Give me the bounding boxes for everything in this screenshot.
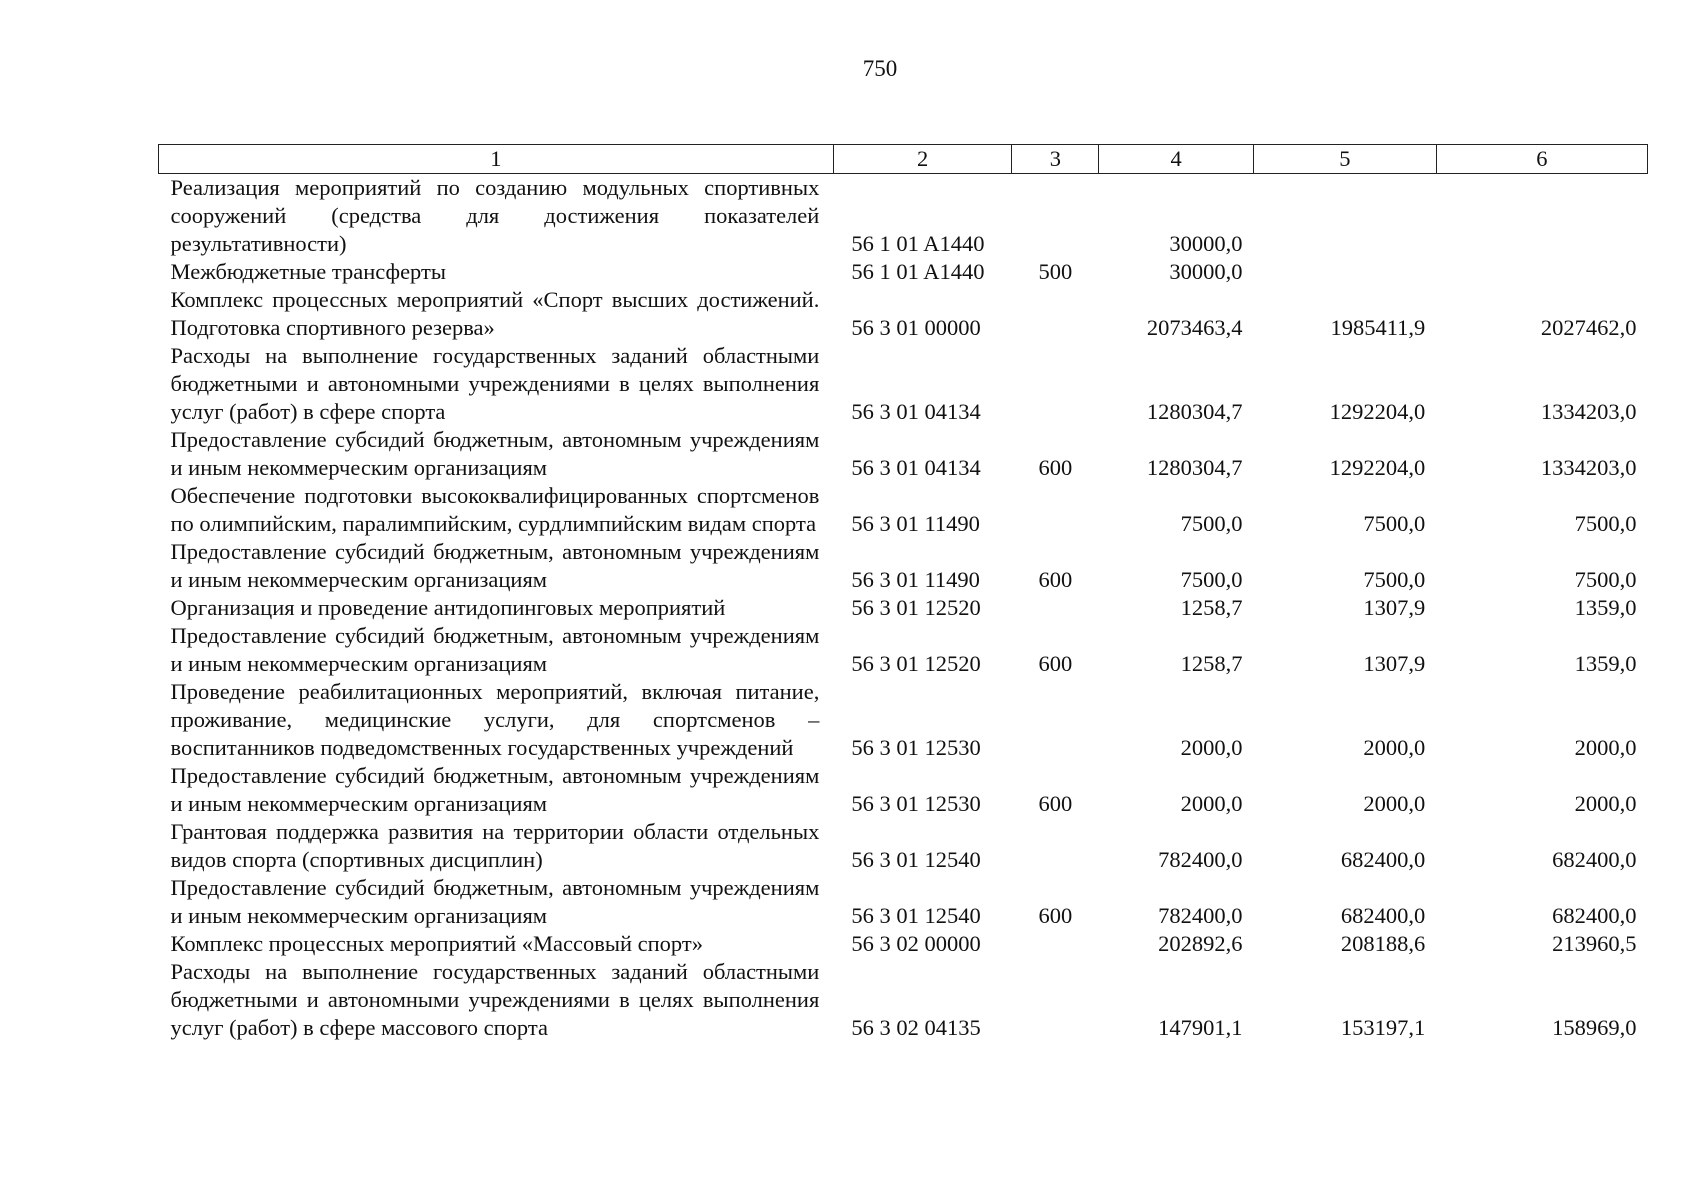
table-row — [159, 286, 1648, 342]
row-value-col5: 208188,6 — [1340, 931, 1426, 956]
header-col-3: 3 — [1012, 145, 1099, 174]
row-code: 56 3 01 12540 — [851, 847, 981, 872]
row-value-col5: 1985411,9 — [1330, 315, 1426, 340]
table-row — [159, 678, 1648, 762]
row-code: 56 3 02 04135 — [851, 1015, 981, 1040]
table-row — [159, 958, 1648, 1042]
row-code: 56 3 01 12540 — [851, 903, 981, 928]
row-value-col6: 158969,0 — [1552, 1015, 1637, 1040]
row-value-col4: 2073463,4 — [1146, 315, 1243, 340]
row-name: Предоставление субсидий бюджетным, автономным учреждениям и иным некоммерческим организациям — [170, 623, 820, 676]
row-name: Предоставление субсидий бюджетным, автономным учреждениям и иным некоммерческим организациям — [170, 875, 820, 928]
row-code: 56 3 01 04134 — [851, 455, 981, 480]
header-col-6: 6 — [1436, 145, 1647, 174]
row-name: Расходы на выполнение государственных заданий областными бюджетными и автономными учреждениями в целях выполнения услуг (работ) в сфере массового спорта — [170, 959, 820, 1040]
row-value-col4: 1280304,7 — [1146, 455, 1243, 480]
row-value-col4: 30000,0 — [1169, 231, 1243, 256]
row-name: Комплекс процессных мероприятий «Спорт высших достижений. Подготовка спортивного резерва» — [170, 287, 820, 340]
header-col-4: 4 — [1099, 145, 1254, 174]
row-code: 56 3 01 12520 — [851, 651, 981, 676]
row-value-col4: 2000,0 — [1180, 791, 1243, 816]
row-value-col6: 682400,0 — [1552, 847, 1637, 872]
row-value-col5: 1307,9 — [1363, 651, 1426, 676]
row-value-col6: 1359,0 — [1574, 651, 1637, 676]
row-value-col5: 2000,0 — [1363, 791, 1426, 816]
table-row — [159, 762, 1648, 818]
row-value-col6: 1334203,0 — [1540, 399, 1637, 424]
table-row — [159, 538, 1648, 594]
row-expense-type — [1012, 818, 1099, 874]
row-expense-type: 600 — [1038, 791, 1073, 816]
row-code: 56 3 01 12530 — [851, 735, 981, 760]
row-value-col4: 202892,6 — [1158, 931, 1243, 956]
row-code: 56 1 01 A1440 — [851, 231, 985, 256]
header-col-2: 2 — [833, 145, 1012, 174]
row-expense-type — [1012, 482, 1099, 538]
page-number: 750 — [862, 56, 898, 81]
row-value-col4: 7500,0 — [1180, 567, 1243, 592]
row-value-col6: 7500,0 — [1574, 567, 1637, 592]
row-code: 56 3 01 11490 — [851, 511, 980, 536]
table-row — [159, 594, 1648, 622]
table-row — [159, 622, 1648, 678]
table-body — [159, 174, 1648, 1043]
row-value-col6: 1334203,0 — [1540, 455, 1637, 480]
row-expense-type — [1012, 678, 1099, 762]
row-value-col5: 1292204,0 — [1329, 455, 1426, 480]
row-value-col5 — [1253, 174, 1436, 259]
row-expense-type: 600 — [1038, 903, 1073, 928]
row-value-col4: 1258,7 — [1180, 595, 1243, 620]
row-name: Организация и проведение антидопинговых мероприятий — [170, 595, 726, 620]
row-value-col6: 7500,0 — [1574, 511, 1637, 536]
row-code: 56 3 01 04134 — [851, 399, 981, 424]
row-expense-type: 600 — [1038, 455, 1073, 480]
table-row — [159, 482, 1648, 538]
row-expense-type — [1012, 930, 1099, 958]
row-name: Комплекс процессных мероприятий «Массовый спорт» — [170, 931, 703, 956]
row-expense-type: 500 — [1038, 259, 1073, 284]
table-row — [159, 930, 1648, 958]
row-value-col5: 682400,0 — [1340, 903, 1426, 928]
table-row — [159, 342, 1648, 426]
row-name: Расходы на выполнение государственных заданий областными бюджетными и автономными учреждениями в целях выполнения услуг (работ) в сфере спорта — [170, 343, 820, 424]
row-value-col5: 7500,0 — [1363, 567, 1426, 592]
row-name: Грантовая поддержка развития на территории области отдельных видов спорта (спортивных дисциплин) — [170, 819, 820, 872]
row-value-col4: 1258,7 — [1180, 651, 1243, 676]
row-value-col5: 2000,0 — [1363, 735, 1426, 760]
row-expense-type — [1012, 594, 1099, 622]
row-name: Предоставление субсидий бюджетным, автономным учреждениям и иным некоммерческим организациям — [170, 539, 820, 592]
row-name: Предоставление субсидий бюджетным, автономным учреждениям и иным некоммерческим организациям — [170, 763, 820, 816]
table-row — [159, 874, 1648, 930]
row-value-col4: 30000,0 — [1169, 259, 1243, 284]
table-row — [159, 174, 1648, 259]
row-code: 56 3 01 12520 — [851, 595, 981, 620]
row-expense-type — [1012, 958, 1099, 1042]
table-row — [159, 258, 1648, 286]
row-value-col5: 1292204,0 — [1329, 399, 1426, 424]
row-expense-type: 600 — [1038, 651, 1073, 676]
row-expense-type: 600 — [1038, 567, 1073, 592]
header-col-5: 5 — [1253, 145, 1436, 174]
row-value-col5: 7500,0 — [1363, 511, 1426, 536]
row-value-col5: 682400,0 — [1340, 847, 1426, 872]
row-value-col4: 7500,0 — [1180, 511, 1243, 536]
row-value-col6 — [1436, 258, 1647, 286]
row-name: Межбюджетные трансферты — [170, 259, 446, 284]
row-value-col4: 1280304,7 — [1146, 399, 1243, 424]
row-value-col6: 213960,5 — [1552, 931, 1637, 956]
row-name: Проведение реабилитационных мероприятий, включая питание, проживание, медицинские услуги, для спортсменов – воспитанников подведомственных государственных учреждений — [170, 679, 820, 760]
row-value-col4: 782400,0 — [1158, 903, 1243, 928]
row-value-col4: 2000,0 — [1180, 735, 1243, 760]
row-value-col5: 153197,1 — [1340, 1015, 1426, 1040]
row-name: Предоставление субсидий бюджетным, автономным учреждениям и иным некоммерческим организациям — [170, 427, 820, 480]
table-row — [159, 818, 1648, 874]
row-value-col6: 1359,0 — [1574, 595, 1637, 620]
row-value-col6 — [1436, 174, 1647, 259]
row-value-col6: 682400,0 — [1552, 903, 1637, 928]
row-expense-type — [1012, 174, 1099, 259]
row-value-col6: 2000,0 — [1574, 735, 1637, 760]
row-code: 56 3 02 00000 — [851, 931, 981, 956]
row-code: 56 3 01 11490 — [851, 567, 980, 592]
row-code: 56 1 01 A1440 — [851, 259, 985, 284]
row-name: Обеспечение подготовки высококвалифицированных спортсменов по олимпийским, паралимпийским, сурдлимпийским видам спорта — [170, 483, 820, 536]
row-expense-type — [1012, 342, 1099, 426]
row-value-col5 — [1253, 258, 1436, 286]
header-col-1: 1 — [159, 145, 834, 174]
budget-table — [158, 144, 1648, 1042]
row-name: Реализация мероприятий по созданию модульных спортивных сооружений (средства для достижения показателей результативности) — [170, 175, 820, 256]
row-code: 56 3 01 12530 — [851, 791, 981, 816]
header-row — [159, 145, 1648, 174]
row-value-col4: 147901,1 — [1158, 1015, 1243, 1040]
row-value-col5: 1307,9 — [1363, 595, 1426, 620]
row-value-col6: 2000,0 — [1574, 791, 1637, 816]
row-expense-type — [1012, 286, 1099, 342]
row-value-col4: 782400,0 — [1158, 847, 1243, 872]
row-code: 56 3 01 00000 — [851, 315, 981, 340]
table-row — [159, 426, 1648, 482]
row-value-col6: 2027462,0 — [1540, 315, 1637, 340]
